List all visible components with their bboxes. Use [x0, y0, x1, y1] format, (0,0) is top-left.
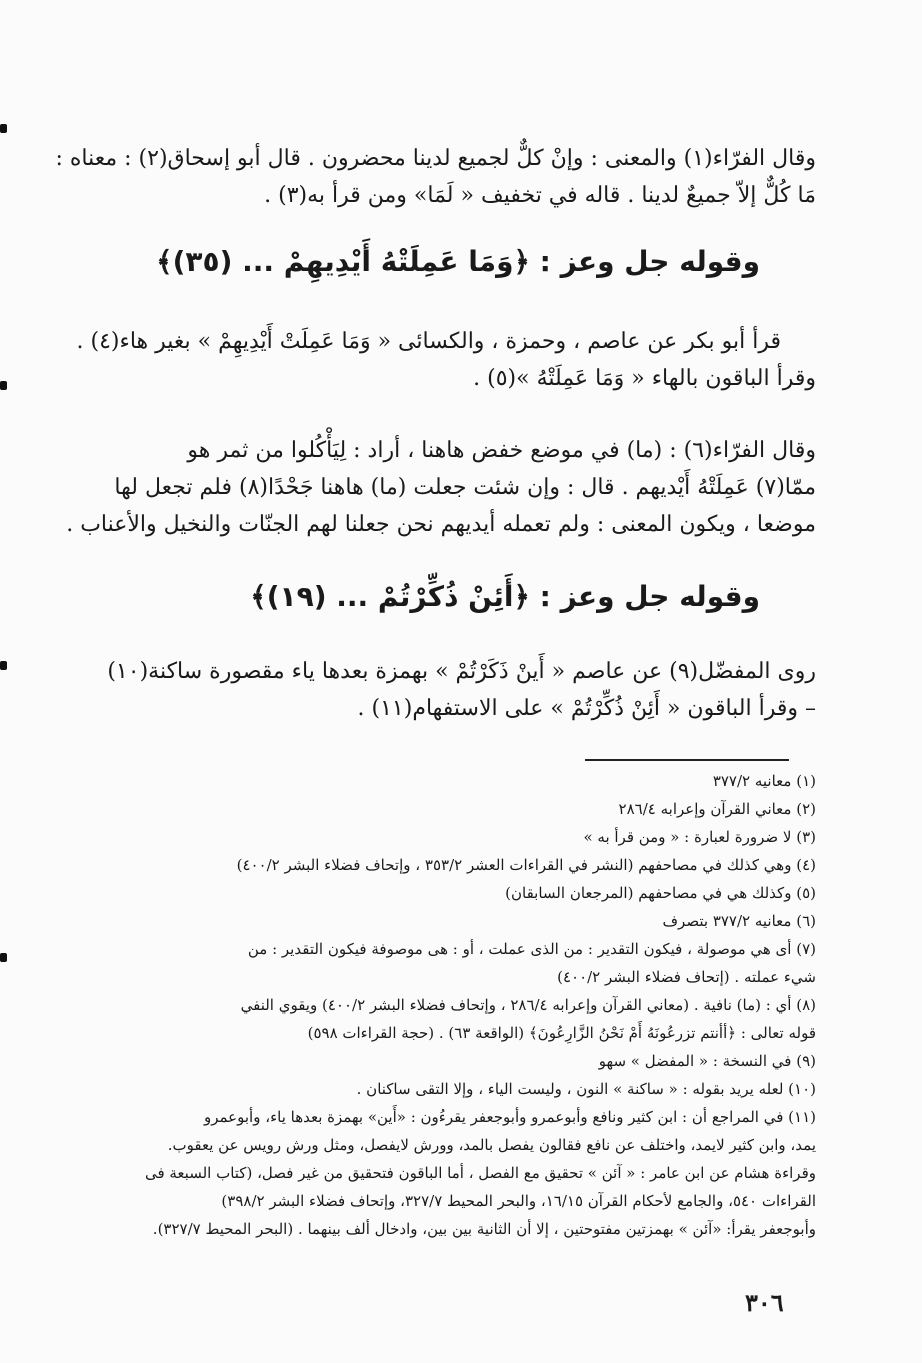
footnote-line: (٦) معانيه ٣٧٧/٢ بتصرف — [662, 912, 816, 930]
footnote-line: (٥) وكذلك هي في مصاحفهم (المرجعان السابقان) — [505, 884, 816, 902]
footnote-line: (٩) في النسخة : « المفضل » سهو — [598, 1052, 816, 1070]
paragraph-1 — [55, 140, 816, 214]
page-number: ٣٠٦ — [745, 1288, 784, 1317]
margin-mark — [0, 381, 7, 390]
paragraph-4 — [107, 653, 816, 727]
section-heading: وقوله جل وعز : ﴿أَئِنْ ذُكِّرْتُمْ ... (١٩)﴾ — [250, 580, 760, 613]
margin-mark — [0, 953, 7, 962]
footnote-line: شيء عملته . (إتحاف فضلاء البشر ٤٠٠/٢) — [557, 968, 816, 986]
footnote-line: قوله تعالى : ﴿أأنتم تزرعُونَهُ أَمْ نَحْنُ الزَّارِعُونَ﴾ (الواقعة ٦٣) . (حجة القراءات ٥٩٨) — [307, 1024, 816, 1042]
text-line: وقال الفرّاء(١) والمعنى : وإنْ كلٌّ لجميع لدينا محضرون . قال أبو إسحاق(٢) : معناه : — [55, 146, 816, 171]
footnote-line: (٣) لا ضرورة لعبارة : « ومن قرأ به » — [583, 828, 816, 846]
footnote-line: (٢) معاني القرآن وإعرابه ٢٨٦/٤ — [618, 800, 816, 818]
text-line: ممّا(٧) عَمِلَتْهُ أَيْديهم . قال : وإن شئت جعلت (ما) هاهنا جَحْدًا(٨) فلم تجعل لها — [114, 475, 816, 500]
footnotes — [104, 767, 816, 1243]
footnote-line: وأبوجعفر يقرأ: «آئن » بهمزتين مفتوحتين ، إلا أن الثانية بين بين، وادخال ألف بينهما . (البحر المحيط ٣٢٧/٧). — [152, 1220, 816, 1238]
text-line: موضعا ، ويكون المعنى : ولم تعمله أيديهم نحن جعلنا لهم الجنّات والنخيل والأعناب . — [66, 512, 816, 537]
margin-mark — [0, 661, 7, 670]
paragraph-3 — [66, 432, 816, 543]
text-line: وقال الفرّاء(٦) : (ما) في موضع خفض هاهنا ، أراد : لِيَأْكُلوا من ثمر هو — [187, 438, 816, 463]
text-line: قرأ أبو بكر عن عاصم ، وحمزة ، والكسائى « وَمَا عَمِلَتْ أَيْدِيهِمْ » بغير هاء(٤) . — [76, 329, 781, 354]
section-heading: وقوله جل وعز : ﴿وَمَا عَمِلَتْهُ أَيْدِيهِمْ ... (٣٥)﴾ — [156, 245, 760, 278]
text-line: – وقرأ الباقون « أَئِنْ ذُكِّرْتُمْ » على الاستفهام(١١) . — [357, 696, 816, 721]
footnote-line: (١١) في المراجع أن : ابن كثير ونافع وأبوعمرو وأبوجعفر يقرءُون : «أَين» بهمزة بعدها ياء، وأبوعمرو — [203, 1108, 816, 1126]
text-line: وقرأ الباقون بالهاء « وَمَا عَمِلَتْهُ »(٥) . — [473, 366, 816, 391]
text-line: روى المفضّل(٩) عن عاصم « أَينْ ذَكَرْتُمْ » بهمزة بعدها ياء مقصورة ساكنة(١٠) — [107, 659, 816, 684]
text-line: مَا كُلٌّ إلاّ جميعٌ لدينا . قاله في تخفيف « لَمَا» ومن قرأ به(٣) . — [264, 183, 816, 208]
footnote-line: وقراءة هشام عن ابن عامر : « آئن » تحقيق مع الفصل ، أما الباقون فتحقيق من غير فصل، (كتاب السبعة فى — [144, 1164, 816, 1182]
margin-mark — [0, 124, 7, 133]
footnote-divider — [585, 759, 789, 761]
footnote-line: القراءات ٥٤٠، والجامع لأحكام القرآن ١٦/١٥، والبحر المحيط ٣٢٧/٧، وإتحاف فضلاء البشر ٣٩٨/٢) — [221, 1192, 816, 1210]
footnote-line: (٨) أي : (ما) نافية . (معاني القرآن وإعرابه ٢٨٦/٤ ، وإتحاف فضلاء البشر ٤٠٠/٢) ويقوي النفي — [240, 996, 816, 1014]
footnote-line: (١٠) لعله يريد بقوله : « ساكنة » النون ، وليست الياء ، وإلا التقى ساكنان . — [356, 1080, 816, 1098]
footnote-line: يمد، وابن كثير لايمد، واختلف عن نافع فقالون يفصل بالمد، وورش لايفصل، ومثل ورش رويس عن يعقوب. — [167, 1136, 816, 1154]
paragraph-2 — [76, 323, 816, 397]
footnote-line: (١) معانيه ٣٧٧/٢ — [712, 772, 816, 790]
footnote-line: (٧) أى هي موصولة ، فيكون التقدير : من الذى عملت ، أو : هى موصوفة فيكون التقدير : من — [247, 940, 816, 958]
footnote-line: (٤) وهي كذلك في مصاحفهم (النشر في القراءات العشر ٣٥٣/٢ ، وإتحاف فضلاء البشر ٤٠٠/٢) — [236, 856, 816, 874]
